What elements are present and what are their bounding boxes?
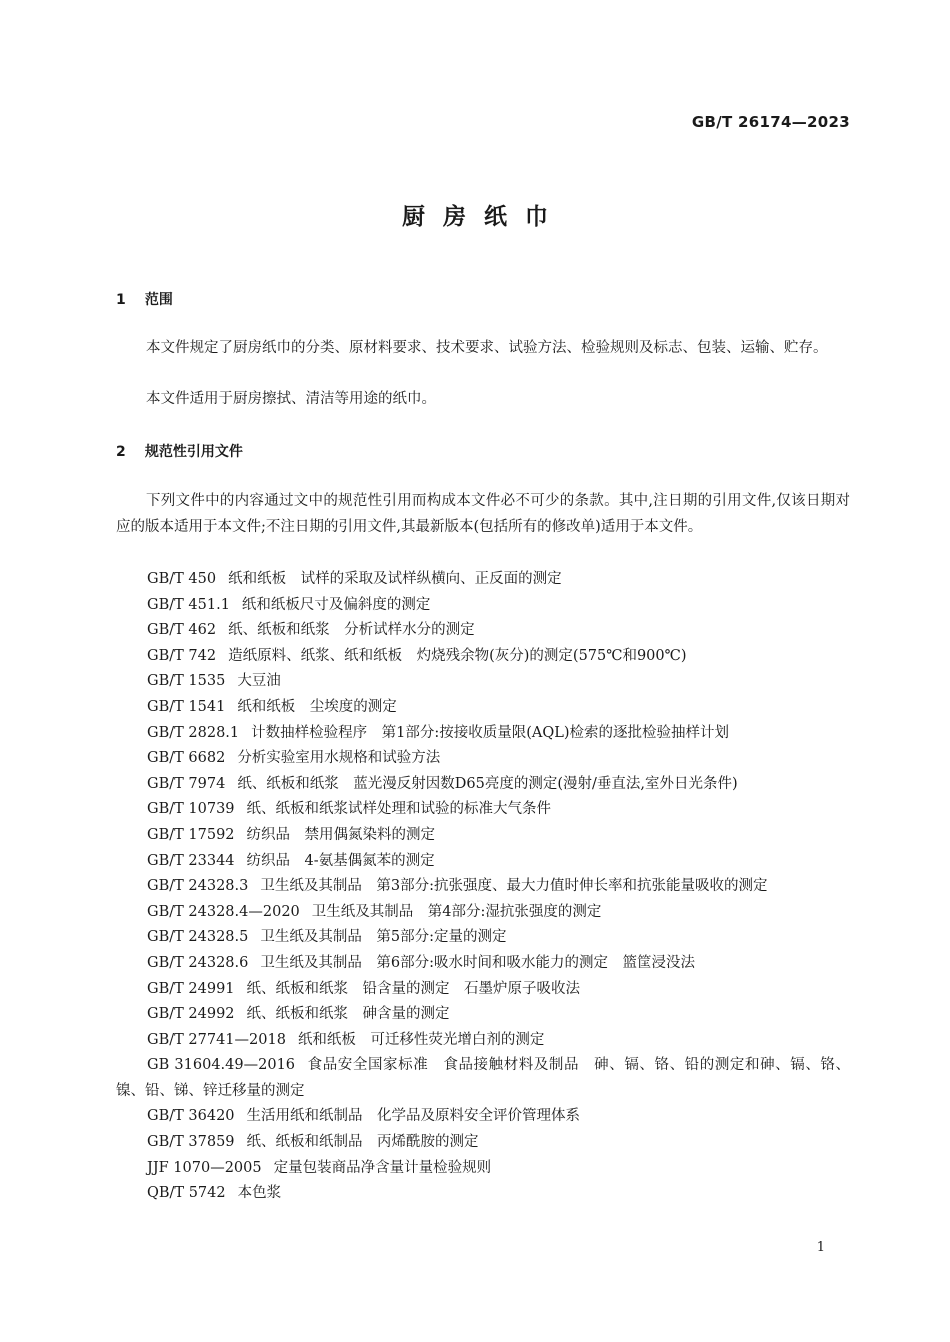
reference-title: 纸、纸板和纸浆 铅含量的测定 石墨炉原子吸收法 — [246, 980, 581, 997]
reference-code: GB/T 742 — [147, 647, 217, 664]
reference-item — [116, 1156, 850, 1182]
section-title: 范围 — [144, 292, 173, 308]
reference-title: 本色浆 — [237, 1185, 282, 1202]
reference-title: 生活用纸和纸制品 化学品及原料安全评价管理体系 — [246, 1108, 581, 1125]
reference-title: 卫生纸及其制品 第4部分:湿抗张强度的测定 — [311, 903, 602, 920]
standard-code: GB/T 26174—2023 — [691, 113, 850, 131]
reference-code: GB/T 451.1 — [147, 596, 230, 613]
reference-item — [116, 1130, 850, 1156]
page-number: 1 — [816, 1240, 825, 1255]
reference-title: 分析实验室用水规格和试验方法 — [237, 750, 441, 767]
reference-item — [116, 1053, 850, 1104]
reference-item — [116, 925, 850, 951]
reference-title: 卫生纸及其制品 第6部分:吸水时间和吸水能力的测定 篮筐浸没法 — [260, 954, 695, 971]
reference-item — [116, 1002, 850, 1028]
reference-item — [116, 644, 850, 670]
reference-code: GB/T 24328.6 — [147, 954, 249, 971]
reference-code: GB/T 24328.4—2020 — [147, 903, 300, 920]
reference-code: GB/T 1535 — [147, 673, 226, 690]
reference-code: GB/T 1541 — [147, 698, 226, 715]
reference-item — [116, 977, 850, 1003]
scope-paragraph-1: 本文件规定了厨房纸巾的分类、原材料要求、技术要求、试验方法、检验规则及标志、包装、运输、贮存。 — [146, 340, 828, 356]
reference-item — [116, 797, 850, 823]
reference-code: GB/T 10739 — [147, 801, 235, 818]
reference-code: GB/T 17592 — [147, 826, 235, 843]
reference-title: 造纸原料、纸浆、纸和纸板 灼烧残余物(灰分)的测定(575℃和900℃) — [228, 647, 687, 664]
reference-title: 纸和纸板 试样的采取及试样纵横向、正反面的测定 — [228, 571, 562, 587]
reference-item — [116, 721, 850, 747]
reference-item — [116, 900, 850, 926]
reference-item — [116, 746, 850, 772]
reference-title: 纸、纸板和纸制品 丙烯酰胺的测定 — [246, 1134, 479, 1151]
section-number: 1 — [116, 292, 126, 308]
scope-paragraph-2: 本文件适用于厨房擦拭、清洁等用途的纸巾。 — [146, 391, 436, 407]
reference-code: GB/T 24992 — [147, 1006, 235, 1023]
reference-list — [116, 567, 850, 1207]
reference-item — [116, 772, 850, 798]
reference-item — [116, 1181, 850, 1207]
reference-title: 纸、纸板和纸浆 蓝光漫反射因数D65亮度的测定(漫射/垂直法,室外日光条件) — [237, 775, 738, 792]
reference-code: GB/T 27741—2018 — [147, 1031, 286, 1048]
reference-item — [116, 874, 850, 900]
reference-item — [116, 1028, 850, 1054]
reference-title: 纸和纸板 可迁移性荧光增白剂的测定 — [297, 1031, 545, 1048]
section-2-heading — [116, 441, 243, 461]
reference-title: 纸、纸板和纸浆 分析试样水分的测定 — [228, 622, 475, 639]
reference-code: JJF 1070—2005 — [147, 1159, 262, 1176]
reference-title: 计数抽样检验程序 第1部分:按接收质量限(AQL)检索的逐批检验抽样计划 — [251, 724, 730, 741]
reference-code: QB/T 5742 — [147, 1185, 226, 1202]
reference-title: 卫生纸及其制品 第3部分:抗张强度、最大力值时伸长率和抗张能量吸收的测定 — [260, 878, 768, 895]
document-title: 厨房纸巾 — [402, 204, 566, 230]
reference-title: 食品安全国家标准 食品接触材料及制品 砷、镉、铬、铅的测定和砷、镉、铬、镍、铅、锑、锌迁移量的测定 — [116, 1057, 851, 1099]
reference-title: 纺织品 禁用偶氮染料的测定 — [246, 826, 436, 843]
reference-code: GB/T 37859 — [147, 1134, 235, 1151]
reference-code: GB/T 36420 — [147, 1108, 235, 1125]
section-title: 规范性引用文件 — [144, 444, 243, 460]
reference-item — [116, 823, 850, 849]
reference-title: 纸和纸板尺寸及偏斜度的测定 — [241, 596, 431, 613]
reference-code: GB 31604.49—2016 — [147, 1057, 296, 1074]
section-number: 2 — [116, 444, 126, 460]
reference-title: 纺织品 4-氨基偶氮苯的测定 — [246, 852, 435, 869]
reference-title: 卫生纸及其制品 第5部分:定量的测定 — [260, 929, 507, 946]
reference-item — [116, 567, 850, 593]
reference-code: GB/T 24328.3 — [147, 878, 249, 895]
reference-code: GB/T 6682 — [147, 750, 226, 767]
section-1-heading — [116, 289, 173, 309]
reference-code: GB/T 23344 — [147, 852, 235, 869]
reference-title: 纸、纸板和纸浆试样处理和试验的标准大气条件 — [246, 801, 552, 818]
reference-code: GB/T 7974 — [147, 775, 226, 792]
reference-item — [116, 951, 850, 977]
reference-item — [116, 669, 850, 695]
reference-code: GB/T 24991 — [147, 980, 235, 997]
reference-code: GB/T 2828.1 — [147, 724, 240, 741]
reference-code: GB/T 450 — [147, 571, 217, 587]
reference-item — [116, 1104, 850, 1130]
reference-item — [116, 618, 850, 644]
reference-code: GB/T 24328.5 — [147, 929, 249, 946]
references-intro: 下列文件中的内容通过文中的规范性引用而构成本文件必不可少的条款。其中,注日期的引用文件,仅该日期对应的版本适用于本文件;不注日期的引用文件,其最新版本(包括所有的修改单)适用于本文件。 — [116, 493, 850, 535]
reference-title: 纸、纸板和纸浆 砷含量的测定 — [246, 1006, 450, 1023]
reference-code: GB/T 462 — [147, 622, 217, 639]
reference-title: 纸和纸板 尘埃度的测定 — [237, 698, 397, 715]
reference-item — [116, 695, 850, 721]
reference-title: 定量包装商品净含量计量检验规则 — [273, 1159, 492, 1176]
reference-item — [116, 849, 850, 875]
reference-item — [116, 593, 850, 619]
reference-title: 大豆油 — [237, 673, 281, 690]
